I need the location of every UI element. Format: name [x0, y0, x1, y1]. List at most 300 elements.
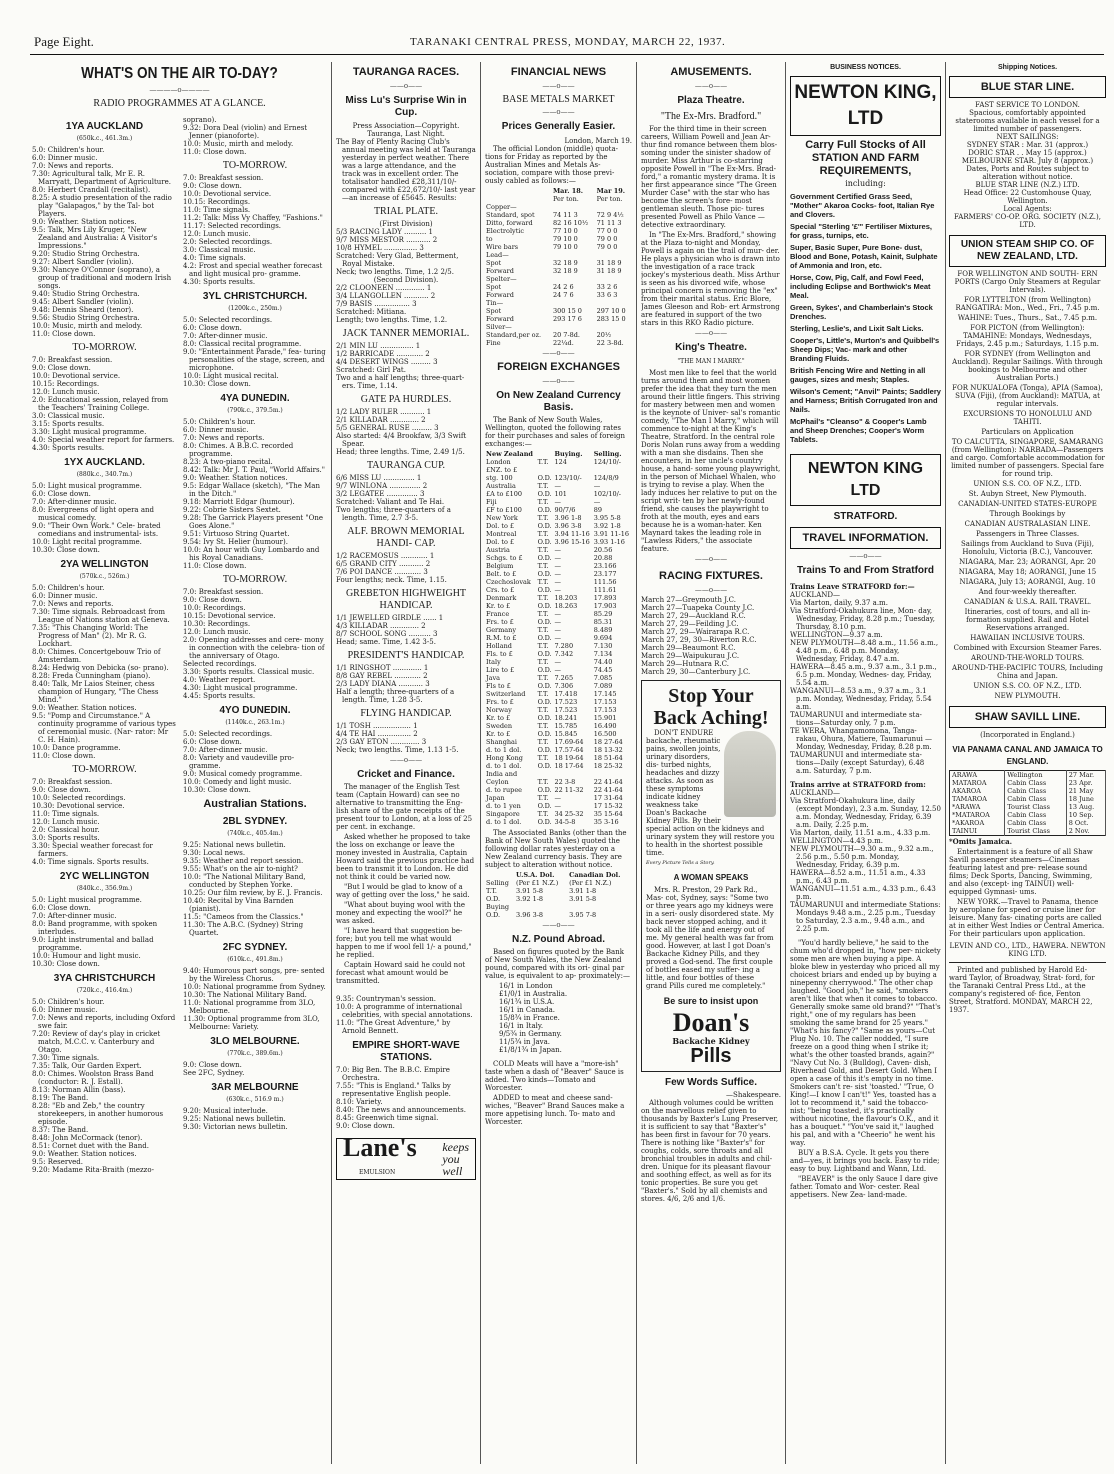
table-subheader — [485, 195, 632, 203]
table-cell: 20½ — [596, 331, 612, 339]
list-item: 10.0: "The National Military Band, conducted by Stephen Yorke. — [183, 873, 306, 889]
divider: ——o—— — [542, 82, 575, 90]
table-cell: 20.56 — [593, 546, 613, 554]
table-row — [485, 794, 632, 802]
table-cell: Mar. 18. — [552, 187, 584, 195]
nzpound-intro: Based on figures quoted by the Bank of New South Wales, the New Zealand pound, compared with its ori- ginal par value, is equivalent to ap- proximately:— — [485, 948, 630, 980]
shipping-line: FOR LYTTELTON (from Wellington) RANGATIRA: Mon., Wed., Fri., 7.45 p.m. — [955, 296, 1100, 312]
table-cell: 17.418 — [554, 690, 578, 698]
station-frequency: (740k.c., 405.4m.) — [227, 830, 283, 837]
list-item: March 27—Greymouth J.C. — [641, 596, 737, 604]
list-item: 2.0: Classical hour. — [32, 826, 100, 834]
shipping-line: NIAGARA, Mar. 23; AORANGI, Apr. 20 — [959, 558, 1096, 566]
table-cell: O.D. — [537, 786, 552, 794]
table-cell: 17.57-64 — [554, 746, 584, 754]
list-item: Also started: 4/4 Brookfaw, 3/3 Swift Spear. — [336, 432, 467, 448]
list-item: 16/1 in Canada. — [499, 1006, 556, 1014]
table-cell: *AKAROA — [950, 819, 1005, 827]
table-row — [950, 803, 1106, 811]
table-cell: O.D. — [486, 895, 501, 903]
table-cell — [485, 187, 552, 195]
list-item: March 27—Tuapeka County J.C. — [641, 604, 755, 612]
table-cell: 7.134 — [593, 650, 613, 658]
stock-item: Super, Basic Super, Pure Bone- dust, Blood and Bone, Potash, Kainit, Sulphate of Ammonia and Iron, etc. — [790, 243, 938, 270]
shipping-line: FOR SYDNEY (from Wellington and Auckland). Regular Sailings. With through bookings to Melbourne and other Australian Ports.) — [952, 350, 1103, 382]
table-cell: Tourist Class — [1005, 827, 1067, 836]
table-cell: 13 Aug. — [1066, 803, 1105, 811]
stock-item: Sterling, Leslie's, and Lixit Salt Licks. — [790, 324, 924, 333]
list-item: 10.30: Close down. — [183, 786, 251, 794]
suffice-text: Although volumes could be written on the marvellous relief given to thousands by Baxter's Lung Preserver, it is sufficient to say that "Baxter's" has been first in favour for 70 years. There is nothing like "Baxter's" for coughs, colds, sore throats and all bronchial troubles in adults and chil- dren. Unique for its pleasant flavour and soothing effect, as well as for its tonic properties. Be sure you get "Baxter's." Sold by all chemists and stores. 4/6, 2/6 and 1/6. — [641, 1099, 779, 1203]
list-item: 11/5¾ in Java. — [499, 1038, 551, 1046]
table-cell: 18 17-64 — [554, 762, 584, 770]
table-cell: 8.489 — [593, 626, 613, 634]
table-cell: 111.56 — [593, 578, 617, 586]
table-cell — [552, 299, 596, 307]
table-row — [485, 570, 632, 578]
list-item: 5/3 RACING LADY .......... 1 — [336, 228, 433, 236]
table-cell: 15.785 — [554, 722, 578, 730]
list-item: See 2FC, Sydney. — [183, 1069, 245, 1077]
nzpound-list — [485, 982, 632, 1054]
table-cell — [553, 770, 592, 778]
section-title: Australian Stations. — [203, 798, 307, 810]
list-item: 8.0: Chimes. Concertgebouw Trio of Amsterdam. — [32, 648, 161, 664]
shipping-line: UNION S.S. CO. OF N.Z., LTD. — [973, 682, 1082, 690]
stock-item: Wilson's Cement; "Anvil" Paints; Saddlery and Harness; British Corrugated Iron and Nails. — [790, 387, 941, 414]
shipping-section — [949, 62, 1106, 1464]
table-row — [950, 771, 1106, 780]
table-cell: 7.280 — [554, 642, 574, 650]
table-cell: Copper— — [486, 203, 517, 211]
list-item: 10.0: An hour with Guy Lombardo and his Royal Canadians. — [183, 546, 320, 562]
list-item: 9.0: Musical comedy programme. — [183, 770, 303, 778]
table-cell: France — [486, 610, 510, 618]
list-item: 9.0: Close down. — [183, 182, 242, 190]
table-cell: d. to 1 dol. — [486, 818, 522, 826]
centered-line: (Second Division). — [373, 276, 439, 284]
list-item: 10.30: Recordings. — [183, 620, 251, 628]
list-item: 3.30: Special weather forecast for farmers. — [32, 842, 153, 858]
station-frequency: (1140k.c., 263.1m.) — [225, 719, 285, 726]
list-item: 8.19: The Band. — [32, 1094, 89, 1102]
table-row — [485, 259, 632, 267]
list-item: 9.5: Talk, Mrs Lily Kruger, "New Zealand and Australia: A Visitor's Impressions." — [32, 226, 158, 250]
list-item: 15/8¾ in France. — [499, 1014, 560, 1022]
table-row — [485, 219, 632, 227]
table-cell: Cabin Class — [1005, 811, 1067, 819]
table-cell: T.T. — [537, 498, 549, 506]
stock-item: McPhail's "Cleanso" & Cooper's Lamb and Sheep Drenches; Cooper's Worm Tablets. — [790, 417, 927, 444]
table-cell: T.T. — [537, 674, 549, 682]
list-item: 6.0: Dinner music. — [32, 154, 98, 162]
list-item: 10.40: Recital by Vina Barnden (pianist). — [183, 897, 294, 913]
lanes-product: EMULSION — [359, 1169, 396, 1176]
blue-star-details — [949, 101, 1106, 229]
dollar-table — [485, 871, 632, 919]
including: including: — [845, 179, 886, 188]
shipping-line: TO CALCUTTA, SINGAPORE, SAMARANG (from Wellington): NARBADA—Passengers and cargo. Comfortable accommodation for limited number of passengers. Special fare for round trip. — [950, 438, 1105, 478]
table-cell: 79 10 0 — [552, 243, 578, 251]
table-row — [485, 275, 632, 283]
station-heading: 3YL CHRISTCHURCH. — [202, 291, 308, 302]
list-item: Scratched: Very Glad, Betterment, Royal Mistake. — [336, 252, 459, 268]
list-item: 9.25: National news bulletin. — [183, 841, 286, 849]
table-cell: 24 7 6 — [552, 291, 574, 299]
table-cell: 3.91 5-8 — [569, 895, 597, 903]
table-cell: Standard, spot — [486, 211, 535, 219]
shipping-line: DORIC STAR . . May 15 (approx.) — [968, 149, 1087, 157]
list-item: 10.0: Humour and light music. — [32, 952, 141, 960]
table-cell: 34 25-32 — [554, 810, 584, 818]
table-cell: Selling. — [593, 450, 622, 458]
table-cell: 74.40 — [593, 658, 613, 666]
table-cell: Sweden — [486, 722, 513, 730]
table-cell: T.T. — [537, 722, 549, 730]
list-item: March 29—Waipukurau J.C. — [641, 652, 740, 660]
shipping-line: NEXT SAILINGS: — [996, 133, 1059, 141]
list-item: 11.0: National programme from 3LO, Melbourne. — [183, 999, 316, 1015]
shipping-line: Passengers in Three Classes. — [975, 530, 1080, 538]
table-cell: Crs. to £ — [486, 586, 515, 594]
list-item: 2/2 CLOONEEN ............. 1 — [336, 284, 432, 292]
list-item: 10.0: Music, mirth and melody. — [183, 140, 294, 148]
list-item: 7.0: After-dinner music. — [32, 912, 117, 920]
list-item: 3.0: Sports results. — [32, 834, 100, 842]
table-cell: 18 25-32 — [593, 762, 623, 770]
table-cell: 22¼d. — [552, 339, 574, 347]
table-cell: 3.92 1-8 — [593, 522, 621, 530]
table-row — [485, 562, 632, 570]
section-heading: TAURANGA CUP. — [366, 460, 446, 471]
section-heading: GREBETON HIGHWEIGHT HANDICAP. — [345, 588, 467, 611]
list-item: 5.0: Children's hour. — [183, 418, 256, 426]
list-item: 7.0: News and reports, including Oxford swe fair. — [32, 1014, 176, 1030]
table-row — [485, 299, 632, 307]
shipping-line: EXCURSIONS TO HONOLULU AND TAHITI. — [963, 410, 1092, 426]
station-heading: 1YA AUCKLAND — [65, 121, 144, 132]
list-item: 10.0: Light recital programme. — [32, 538, 142, 546]
list-item: 5.0: Children's hour. — [32, 584, 105, 592]
table-cell: Buying. — [554, 450, 583, 458]
table-cell: O.D. — [537, 602, 552, 610]
table-cell — [553, 466, 592, 474]
list-item: 9.48: Dennis Sheard (tenor). — [32, 306, 134, 314]
table-cell: Japan — [486, 794, 505, 802]
figure-illustration-icon — [724, 731, 776, 817]
shipping-line: FOR WELLINGTON AND SOUTH- ERN PORTS (Cargo Only Steamers at Regular Intervals). — [954, 270, 1101, 294]
kings-subtitle: "THE MAN I MARRY." — [677, 358, 745, 365]
shaw-text: Entertainment is a feature of all Shaw Savill passenger steamers—Cinemas featuring latest and pre- release sound films; Deck Sports, Dancing, Swimming, and also (except- ing TAINUI) well-equipped Gymnasi- ums. — [949, 848, 1093, 896]
paragraph: Asked whether he proposed to take the loss on exchange or leave the money invested in Australia, Captain Howard said the previous practice had been to transmit it to London. He did not think it could be varied now. — [336, 833, 475, 881]
list-item: Scratched: Girl Pat. — [336, 366, 406, 374]
shipping-line: CANADIAN & U.S.A. RAIL TRAVEL. — [963, 598, 1092, 606]
list-item: 4/4 DESERT WINGS ......... 3 — [336, 358, 438, 366]
table-cell: — — [593, 482, 601, 490]
table-row — [485, 490, 632, 498]
centered-line: Press Association—Copyright. — [352, 122, 460, 130]
table-cell: 72 9 4½ — [596, 211, 624, 219]
list-item: 5.0: Light musical programme. — [32, 896, 142, 904]
table-cell: Hong Kong — [486, 754, 523, 762]
list-item: 5.0: Children's hour. — [32, 146, 105, 154]
section-heading: TO-MORROW. — [72, 342, 137, 353]
table-cell: 17.893 — [593, 594, 617, 602]
table-cell: O.D. — [537, 554, 552, 562]
table-cell: O.D. — [537, 490, 552, 498]
fx-subtitle: On New Zealand Currency Basis. — [496, 390, 621, 413]
radio-schedule — [336, 995, 476, 1035]
doans-name: Doan's — [672, 1008, 750, 1037]
shipping-line: Particulars on Application — [981, 428, 1074, 436]
table-cell — [537, 466, 554, 474]
table-cell: 17.145 — [593, 690, 617, 698]
table-row — [485, 626, 632, 634]
list-item: 8.13: Norman Allin (bass). — [32, 1086, 126, 1094]
list-item: 12.0: Lunch music. — [183, 628, 251, 636]
table-cell: Wellington — [1005, 771, 1067, 780]
list-item: 5.0: Selected recordings. — [183, 316, 273, 324]
table-row — [485, 267, 632, 275]
table-cell: 18 27-64 — [593, 738, 623, 746]
shipping-line: UNION S.S. CO. OF N.Z., LTD. — [973, 480, 1082, 488]
list-item: 4/3 KILLADAR ............. 2 — [336, 622, 426, 630]
table-row — [485, 506, 632, 514]
list-item: 1/1 TOSH ................. 1 — [336, 722, 418, 730]
list-item: TAUMARUNUI and intermediate Stations: Mondays 9.48 a.m., 2.25 p.m., Tuesday to Saturday, 2.3 a.m., 9.48 a.m., and 2.25 p.m. — [790, 901, 941, 933]
fx-note: The Associated Banks (other than the Bank of New South Wales) quoted the following dollar rates yesterday on a New Zealand currency basis. They are subject to alteration without notice. — [485, 829, 627, 869]
table-cell — [596, 323, 632, 331]
table-row — [950, 819, 1106, 827]
table-cell: 3.96 3-8 — [554, 522, 582, 530]
table-cell: Standard,per oz. — [486, 331, 542, 339]
shipping-line: NIAGARA, July 13; AORANGI, Aug. 10 — [959, 578, 1096, 586]
list-item: 7.0: After-dinner music. — [32, 498, 117, 506]
newton-king-banner-2: NEWTON KING LTD — [790, 454, 941, 506]
sailing-table — [949, 770, 1106, 836]
table-cell: 33 6 3 — [596, 291, 618, 299]
list-item: 9.40: Studio String Orchestra. — [32, 290, 140, 298]
table-cell: 22 41-64 — [593, 786, 623, 794]
table-cell — [515, 903, 568, 911]
table-cell: Electrolytic — [486, 227, 525, 235]
story-and-ads — [790, 939, 941, 1199]
shipping-line: AROUND-THE-PACIFIC TOURS, Including China and Japan. — [952, 664, 1103, 680]
column-rule — [785, 62, 786, 1464]
table-cell: London — [486, 458, 511, 466]
list-item: 8.25: A studio presentation of the radio play "Galapagos," by the Tal- bot Players. — [32, 194, 172, 218]
table-cell: 17.69-64 — [554, 738, 584, 746]
doans-woman-title: A WOMAN SPEAKS — [673, 873, 749, 882]
table-cell: Ceylon — [486, 778, 509, 786]
table-cell: 79 0 0 — [596, 235, 618, 243]
divider: ——o—— — [694, 82, 728, 90]
table-cell: T.T. — [537, 562, 549, 570]
table-cell: stg. 100 — [486, 474, 513, 482]
list-item: 9.55: What's on the air to-night? — [183, 865, 298, 873]
table-row — [485, 738, 632, 746]
table-cell: TAMAROA — [950, 795, 1005, 803]
table-cell: Cabin Class — [1005, 779, 1067, 787]
list-item: 10.25: Our film review, by E. J. Francis. — [183, 889, 323, 897]
table-cell: 2 Nov. — [1066, 827, 1105, 836]
table-cell: *MATAROA — [950, 811, 1005, 819]
table-cell: 32 18 9 — [552, 259, 578, 267]
list-item: 9.51: Virtuoso String Quartet. — [183, 530, 290, 538]
table-cell: Germany — [486, 626, 517, 634]
table-cell: T.T. — [537, 794, 549, 802]
table-row — [485, 706, 632, 714]
list-item: 5.0: Children's hour. — [32, 998, 105, 1006]
paragraph: "You'd hardly believe," he said to the chum who'd dropped in, "how per- nickety some men are when buying a pipe. A bloke blew in yesterday who priced all my choicest briars and ended up by buying a ninepenny cherrywood." The other chap laughed. "Good job," he said, "smokers aren't like that when it comes to tobacco. Generally smoke same old brand?" "That's right," one of my regulars has been smoking the same brand for 25 years." "What's his fancy?" "Same as yours—Cut Plug No. 10. The caller nodded, "I sure freeze on a good thing when I strike it; what's the other toasted brands, again?" "Navy Cut No. 3 (Bulldog), Caven- dish, Riverhead Gold, and Desert Gold. When I open a case of this it's empty in no time. Smokers can't re- sist 'toasted.' "True, O King!—I know I can't!" Yes, toasted has a lot to recommend it," said the tobacco- nist; "being toasted, it's practically without nicotine, the flavour's O.K., and it has a bouquet." "You've said it," laughed his pal, and with a "Cheerio" he went his way. — [790, 939, 941, 1147]
list-item: 9.0: Light instrumental and ballad programme. — [32, 936, 154, 952]
table-row — [485, 698, 632, 706]
table-subheader — [485, 879, 632, 887]
list-item: 8.0: Band programme, with spoken interludes. — [32, 920, 158, 936]
station-frequency: (770k.c., 389.6m.) — [227, 1050, 283, 1057]
list-item: 7.30: Agricultural talk, Mr E. R. Marryatt, Department of Agriculture. — [32, 170, 171, 186]
table-row — [485, 474, 632, 482]
table-cell — [596, 251, 632, 259]
fx-title: FOREIGN EXCHANGES — [497, 361, 620, 373]
list-item: 8.51: Cornet duet with the Band. — [32, 1142, 149, 1150]
table-cell: Belgium — [486, 562, 514, 570]
table-row — [485, 887, 632, 895]
table-cell: 89 — [593, 506, 602, 514]
table-cell: 31 18 9 — [596, 259, 622, 267]
paragraph: "I have heard that suggestion be- fore; but you tell me what would happen to me if wool fell 1/- a pound," he replied. — [336, 927, 472, 959]
table-row — [485, 802, 632, 810]
list-item: 11.0: Close down. — [32, 330, 96, 338]
table-row — [485, 586, 632, 594]
table-cell: T.T. — [537, 458, 549, 466]
table-cell: T.T. — [537, 810, 549, 818]
list-item: 3/2 LEGATEE .............. 3 — [336, 490, 425, 498]
table-row — [950, 811, 1106, 819]
list-item: 9.0: Close down. — [183, 1061, 242, 1069]
table-cell: Austria — [486, 546, 510, 554]
table-cell: T.T. — [537, 578, 549, 586]
list-item: 2.0: Selected recordings. — [183, 238, 273, 246]
list-item: 11.0: Close down. — [183, 148, 247, 156]
table-cell: Canadian Dol. — [569, 871, 621, 879]
table-row — [485, 818, 632, 826]
table-cell: 20.88 — [593, 554, 613, 562]
shipping-line: Combined with Excursion Steamer Fares. — [953, 644, 1102, 652]
table-row — [485, 746, 632, 754]
trains-title: Trains To and From Stratford — [796, 565, 935, 576]
doans-sub: Backache Kidney — [672, 1036, 750, 1046]
table-cell: 18 51-64 — [593, 754, 623, 762]
table-cell: 15.845 — [554, 730, 578, 738]
table-cell: 7.342 — [554, 650, 574, 658]
table-cell: O.D. — [537, 634, 552, 642]
list-item: £1/0/1 in Australia. — [499, 990, 568, 998]
list-item: 9.25: National news bulletin. — [183, 1115, 286, 1123]
table-cell: 3.96 3-8 — [516, 911, 544, 919]
table-cell: ARAWA — [950, 771, 1005, 780]
list-item: 11.0: Time signals. — [32, 810, 100, 818]
list-item: 9/7 MISS MESTOR ........... 2 — [336, 236, 438, 244]
list-item: TE WERA, Whangamomona, Tanga- rakau, Ohura, Matiere, Taumarunui —Monday, Wednesday, Friday, 8.28 p.m. — [790, 727, 933, 751]
table-cell: 3.96 15-16 — [554, 538, 590, 546]
list-item: 3.30: Light musical programme. — [32, 428, 147, 436]
table-row — [485, 674, 632, 682]
table-cell: Tin— — [486, 299, 504, 307]
table-cell: Forward — [486, 315, 514, 323]
list-item: Two and a half lengths; three-quart- ers. Time, 1.14. — [336, 374, 465, 390]
table-cell: Singapore — [486, 810, 520, 818]
table-header — [485, 450, 632, 458]
list-item: Via Stratford-Okahukura line, Mon- day, Wednesday, Friday, 8.28 p.m.; Tuesday, Thursday, 8.10 p.m. — [790, 607, 935, 631]
table-cell: — — [593, 498, 601, 506]
table-cell: O.D. — [537, 698, 552, 706]
races-subtitle: Miss Lu's Surprise Win in Cup. — [345, 95, 467, 118]
table-cell: Montreal — [486, 530, 517, 538]
table-cell: Denmark — [486, 594, 517, 602]
divider: ——o—— — [389, 756, 423, 764]
list-item: Neck; two lengths. Time, 1.13 1-5. — [336, 746, 459, 754]
list-item: 10.30: Close down. — [183, 380, 251, 388]
table-cell: 102/10/- — [593, 490, 621, 498]
table-row — [485, 546, 632, 554]
table-cell: T.T. — [537, 514, 549, 522]
table-cell: Per ton. — [596, 195, 623, 203]
list-item: Via Marton, daily, 11.51 a.m., 4.33 p.m. — [790, 829, 931, 837]
table-cell: Forward — [486, 267, 514, 275]
table-row — [485, 458, 632, 466]
beaver-sauce-ads — [485, 1060, 632, 1126]
list-item: 12.0: Lunch music. — [32, 818, 100, 826]
table-cell: Per ton. — [552, 195, 579, 203]
list-item: 2/1 KILLADAR ............. 2 — [336, 416, 426, 424]
table-cell: 77 10 0 — [552, 227, 578, 235]
table-row — [485, 522, 632, 530]
list-item: 9.30: Victorian news bulletin. — [183, 1123, 288, 1131]
kings-title: King's Theatre. — [675, 342, 747, 353]
list-item: 7/6 POI DANCE ............ 3 — [336, 568, 428, 576]
table-cell: Wire bars — [486, 243, 519, 251]
business-head: BUSINESS NOTICES. — [830, 64, 901, 71]
table-cell — [485, 195, 552, 203]
table-cell: 3.91 1-8 — [569, 887, 597, 895]
list-item: 3.0: Classical music. — [183, 246, 256, 254]
table-cell: Fiji — [486, 498, 497, 506]
list-item: HAWERA—8.45 a.m., 9.37 a.m., 3.1 p.m., 6.5 p.m. Monday, Wednes- day, Friday, 5.54 a.m. — [790, 663, 937, 687]
table-cell: 22 11-32 — [554, 786, 584, 794]
table-cell: 17.523 — [554, 706, 578, 714]
table-row — [485, 283, 632, 291]
list-item: The Bay of Plenty Racing Club's annual meeting was held at Tauranga yesterday in perfect weather. There was a large attendance, and the track was in excellent order. The totalisator handled £28,311/10/- compared with £22,672/10/- last year—an increase of £5645. Results: — [336, 138, 476, 202]
list-item: 1/1 RINGSHOT ............. 1 — [336, 664, 429, 672]
station-frequency: (720k.c., 416.4m.) — [76, 987, 133, 994]
table-cell: T.T. — [537, 626, 549, 634]
paragraph: ADDED to meat and cheese sand- wiches, "Beaver" Brand Sauces make a more appetising lunch. To- mato and Worcester. — [485, 1094, 625, 1126]
list-item: 6.0: Close down. — [183, 324, 242, 332]
table-cell: 32 18 9 — [552, 267, 578, 275]
table-cell: 82 16 10½ — [552, 219, 589, 227]
centered-line: (First Division) — [379, 220, 433, 228]
stock-item: Green, Sykes', and Chamberlain's Stock Drenches. — [790, 303, 933, 321]
list-item: 10.0: Dance programme. — [32, 744, 121, 752]
list-item: 7.0: Breakfast session. — [183, 588, 264, 596]
list-item: 4.0: Special weather report for farmers. — [32, 436, 175, 444]
newton-king-banner: NEWTON KING, LTD — [790, 76, 941, 136]
table-cell: T.T. — [537, 754, 549, 762]
table-row — [485, 610, 632, 618]
doans-headline: Stop Your Back Aching! — [653, 685, 769, 729]
table-row — [485, 618, 632, 626]
